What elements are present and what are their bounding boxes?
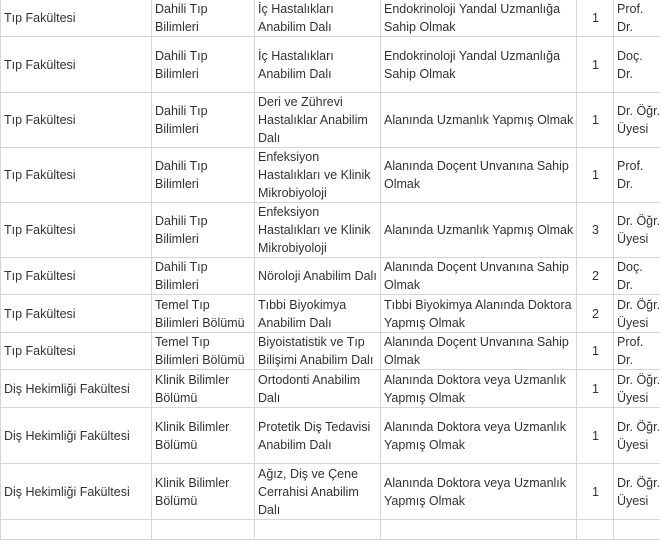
cell-faculty (1, 520, 152, 540)
cell-title: Dr. Öğr. Üyesi (614, 408, 660, 464)
cell-title: Prof. Dr. (614, 148, 660, 203)
table-row (1, 295, 660, 333)
cell-faculty: Tıp Fakültesi (1, 148, 152, 203)
cell-unit: İç Hastalıkları Anabilim Dalı (255, 37, 381, 93)
cell-requirement: Alanında Doçent Unvanına Sahip Olmak (381, 333, 577, 370)
cell-department: Dahili Tıp Bilimleri (152, 258, 255, 295)
cell-title: Prof. Dr. (614, 0, 660, 37)
cell-requirement: Endokrinoloji Yandal Uzmanlığa Sahip Olmak (381, 37, 577, 93)
cell-requirement: Tıbbi Biyokimya Alanında Doktora Yapmış Olmak (381, 295, 577, 333)
cell-unit: Ortodonti Anabilim Dalı (255, 370, 381, 408)
cell-unit: Biyoistatistik ve Tıp Bilişimi Anabilim Dalı (255, 333, 381, 370)
cell-count (577, 520, 614, 540)
table-row (1, 203, 660, 258)
table-row (1, 148, 660, 203)
cell-faculty: Tıp Fakültesi (1, 295, 152, 333)
cell-unit (255, 520, 381, 540)
table-row (1, 37, 660, 93)
cell-unit: Ağız, Diş ve Çene Cerrahisi Anabilim Dalı (255, 464, 381, 520)
cell-count: 3 (577, 203, 614, 258)
cell-requirement: Alanında Doçent Unvanına Sahip Olmak (381, 148, 577, 203)
cell-count: 1 (577, 333, 614, 370)
cell-unit: Tıbbi Biyokimya Anabilim Dalı (255, 295, 381, 333)
cell-title: Prof. Dr. (614, 333, 660, 370)
cell-department: Dahili Tıp Bilimleri (152, 148, 255, 203)
cell-count: 1 (577, 0, 614, 37)
cell-requirement: Alanında Doçent Unvanına Sahip Olmak (381, 258, 577, 295)
cell-department: Dahili Tıp Bilimleri (152, 37, 255, 93)
cell-faculty: Tıp Fakültesi (1, 93, 152, 148)
cell-requirement (381, 520, 577, 540)
cell-unit: Enfeksiyon Hastalıkları ve Klinik Mikrobiyoloji (255, 148, 381, 203)
cell-faculty: Tıp Fakültesi (1, 333, 152, 370)
cell-department: Dahili Tıp Bilimleri (152, 93, 255, 148)
cell-title: Doç. Dr. (614, 37, 660, 93)
cell-unit: Protetik Diş Tedavisi Anabilim Dalı (255, 408, 381, 464)
cell-title: Dr. Öğr. Üyesi (614, 203, 660, 258)
cell-department: Klinik Bilimler Bölümü (152, 370, 255, 408)
cell-faculty: Tıp Fakültesi (1, 37, 152, 93)
cell-count: 1 (577, 148, 614, 203)
cell-department: Dahili Tıp Bilimleri (152, 0, 255, 37)
table-row (1, 520, 660, 540)
cell-requirement: Endokrinoloji Yandal Uzmanlığa Sahip Olmak (381, 0, 577, 37)
cell-faculty: Tıp Fakültesi (1, 258, 152, 295)
cell-department: Temel Tıp Bilimleri Bölümü (152, 333, 255, 370)
table-row (1, 93, 660, 148)
cell-count: 1 (577, 464, 614, 520)
cell-faculty: Tıp Fakültesi (1, 0, 152, 37)
cell-unit: Enfeksiyon Hastalıkları ve Klinik Mikrobiyoloji (255, 203, 381, 258)
cell-department (152, 520, 255, 540)
cell-department: Dahili Tıp Bilimleri (152, 203, 255, 258)
cell-requirement: Alanında Doktora veya Uzmanlık Yapmış Olmak (381, 408, 577, 464)
table-row (1, 408, 660, 464)
cell-requirement: Alanında Doktora veya Uzmanlık Yapmış Olmak (381, 370, 577, 408)
cell-count: 1 (577, 408, 614, 464)
cell-count: 2 (577, 295, 614, 333)
cell-title (614, 520, 660, 540)
table-row (1, 258, 660, 295)
cell-count: 1 (577, 93, 614, 148)
cell-faculty: Tıp Fakültesi (1, 203, 152, 258)
cell-title: Dr. Öğr. Üyesi (614, 370, 660, 408)
cell-department: Klinik Bilimler Bölümü (152, 464, 255, 520)
cell-title: Dr. Öğr. Üyesi (614, 464, 660, 520)
cell-unit: Deri ve Zührevi Hastalıklar Anabilim Dalı (255, 93, 381, 148)
cell-count: 1 (577, 370, 614, 408)
table-row (1, 370, 660, 408)
cell-faculty: Diş Hekimliği Fakültesi (1, 370, 152, 408)
cell-requirement: Alanında Doktora veya Uzmanlık Yapmış Olmak (381, 464, 577, 520)
cell-department: Temel Tıp Bilimleri Bölümü (152, 295, 255, 333)
table-row (1, 333, 660, 370)
cell-requirement: Alanında Uzmanlık Yapmış Olmak (381, 93, 577, 148)
cell-count: 1 (577, 37, 614, 93)
cell-faculty: Diş Hekimliği Fakültesi (1, 408, 152, 464)
cell-title: Dr. Öğr. Üyesi (614, 295, 660, 333)
cell-count: 2 (577, 258, 614, 295)
cell-unit: Nöroloji Anabilim Dalı (255, 258, 381, 295)
table-row (1, 464, 660, 520)
cell-faculty: Diş Hekimliği Fakültesi (1, 464, 152, 520)
cell-unit: İç Hastalıkları Anabilim Dalı (255, 0, 381, 37)
cell-title: Doç. Dr. (614, 258, 660, 295)
cell-department: Klinik Bilimler Bölümü (152, 408, 255, 464)
table-row (1, 0, 660, 37)
cell-title: Dr. Öğr. Üyesi (614, 93, 660, 148)
cell-requirement: Alanında Uzmanlık Yapmış Olmak (381, 203, 577, 258)
